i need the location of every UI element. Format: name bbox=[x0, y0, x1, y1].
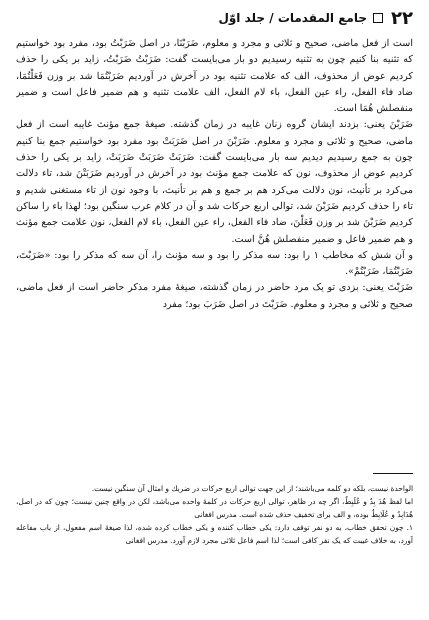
paragraph: ضَرَبْنَ یعنی: بزدند ایشان گروه زنان غایبه در زمان گذشته. صیغهٔ جمع مؤنث غایبه است از فعل ماضی، صحیح و ثلاثی و مجرد و معلوم. ضَرَبْنَ در اصل ضَرَبَتْ بود مفرد بود خواستیم جمع بنا کنیم چون به جمع رسیدیم دیدیم سه بار می‌بایست گفت: ضَرَبَتْ ضَرَبَتْ ضَرَبَتْ، زاید بر یکی را حذف کردیم عوض از محذوف، نون که علامت جمع مؤنث بود در آخرش در آوردیم ضَرَبَتْنَ شد، تاء دلالت می‌کرد بر تأنیث، نون دلالت می‌کرد هم بر جمع و هم بر تأنیث، با وجود نون از تاء مستغنی شدیم و تاء را حذف کردیم ضَرَبْنَ شد، توالی اربع حرکات شد و آن در کلام عرب سنگین بود؛ لهذا باء را ساکن کردیم ضَرَبْنَ شد بر وزن فَعَلْنَ، ضاد فاء الفعل، راء عین الفعل، باء لام الفعل، نون علامت جمع مؤنث و هم ضمیر فاعل و ضمیر منفصلش هُنَّ است. bbox=[16, 119, 413, 245]
footnote: الواحدة نیست، بلکه دو کلمه می‌باشند؛ از این جهت توالی اربع حرکات در ضربك و امثال آن سنگین نیست. bbox=[91, 484, 413, 493]
page-number: ۲۲ bbox=[391, 7, 413, 29]
paragraph: و آن شش که مخاطب ۱ را بود: سه مذکر را بود و سه مؤنث را، آن سه که مذکر را بود: «ضَرَبْتَ، ضَرَبْتُمَا، ضَرَبْتُمْ». bbox=[16, 249, 413, 278]
running-title: جامع المقدمات / جلد اوّل bbox=[218, 11, 368, 25]
square-bullet-icon bbox=[373, 13, 383, 23]
footnotes bbox=[16, 482, 413, 610]
paragraph: است از فعل ماضی، صحیح و ثلاثی و مجرد و معلوم، ضَرَبْنَا، در اصل ضَرَبْتُ بود، مفرد بود خواستیم که تثنیه بنا کنیم چون به تثنیه رسیدیم دو بار می‌بایست گفت: ضَرَبْتُ ضَرَبْتُ، زاید بر یکی را حذف کردیم عوض از محذوف، الف که علامت تثنیه بود در آخرش در آوردیم ضَرَبْتُمَا شد بر وزن فَعَلْتُمَا، ضاد فاء الفعل، راء عین الفعل، باء لام الفعل، الف علامت تثنیه و هم ضمیر فاعل است و ضمیر منفصلش هُمَا است. bbox=[16, 38, 413, 115]
footnote: اما لفظ هُدَ بِدٌ و عُلَبِطٌ، اگر چه در ظاهر، توالی اربع حرکات در کلمهٔ واحده می‌باشد، لکن در واقع چنین نیست؛ چون که در اصل، هُدَابِدٌ و عُلَابِطٌ بوده، و الف برای تخفیف حذف شده است. مدرس افغانی bbox=[16, 497, 413, 519]
main-text bbox=[16, 36, 413, 459]
paragraph: ضَرَبْتَ یعنی: بزدی تو یک مرد حاضر در زمان گذشته، صیغهٔ مفرد مذکر حاضر است از فعل ماضی، صحیح و ثلاثی و مجرد و معلوم. ضَرَبْتَ در اصل ضَرَبَ بود؛ مفرد bbox=[16, 282, 413, 310]
footnote: ۱. چون تحقق خطاب، به دو نفر توقف دارد: یکی خطاب کننده و یکی خطاب کرده شده، لذا صیغهٔ اسم مفعول، از باب مفاعله آورد، به خلاف غیبت که یک نفر کافی است؛ لذا اسم فاعل ثلاثی مجرد لازم آورد. مدرس افغانی bbox=[16, 523, 413, 545]
footnote-divider bbox=[373, 473, 413, 474]
page-header bbox=[16, 6, 413, 30]
